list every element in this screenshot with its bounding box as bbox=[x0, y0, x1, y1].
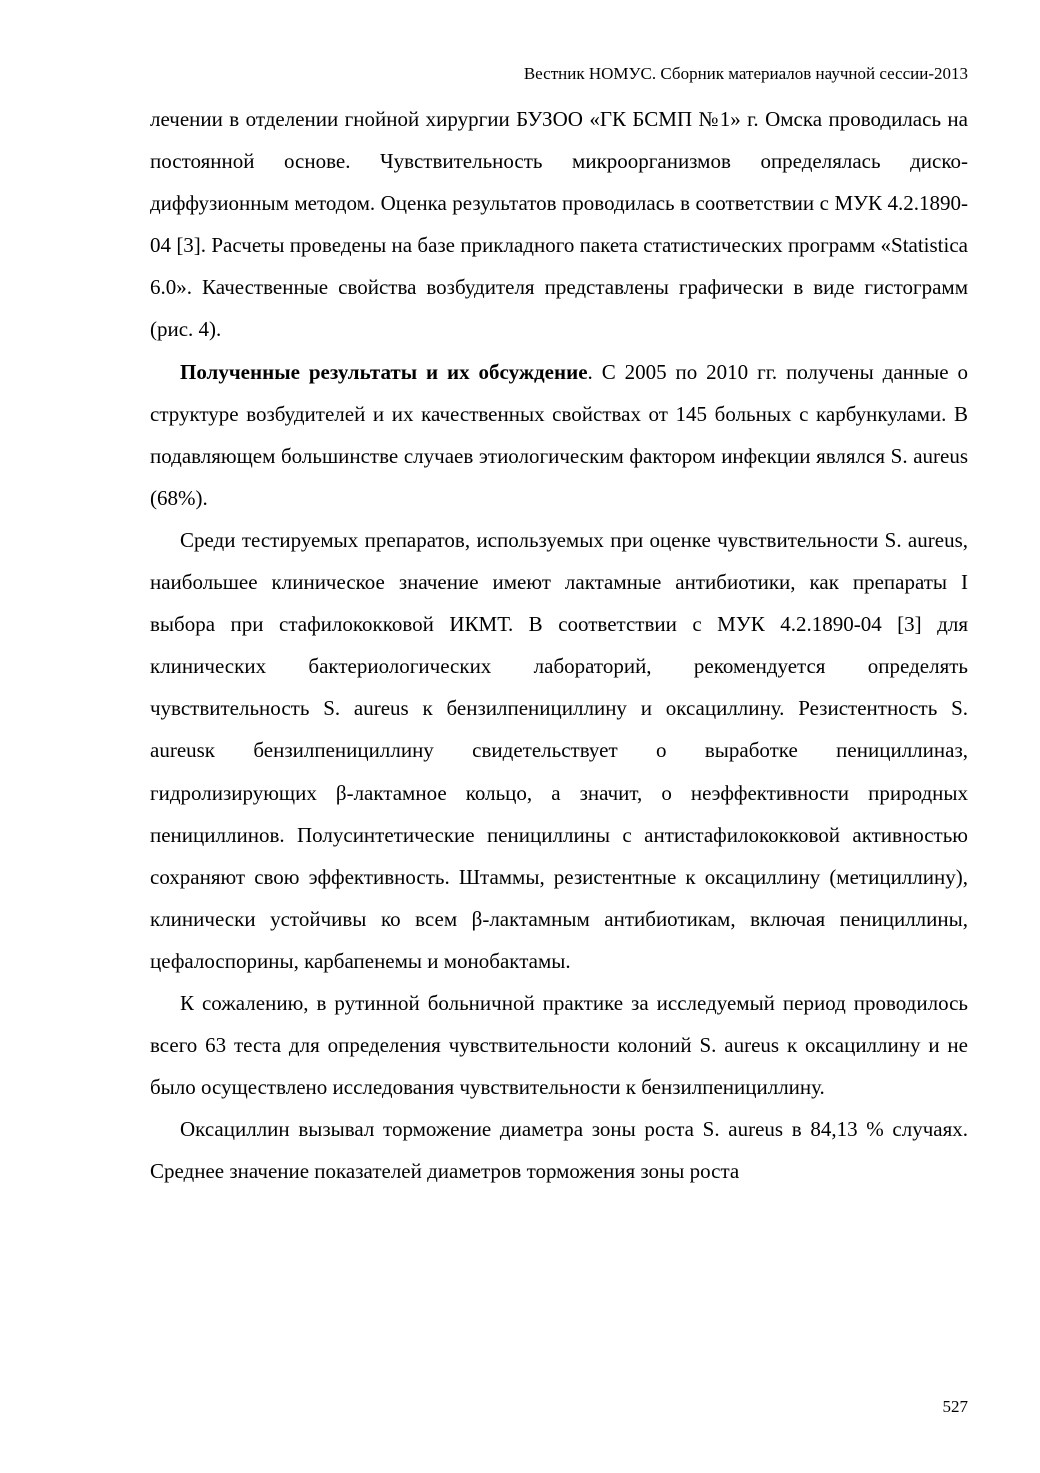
paragraph-oxacillin-results: Оксациллин вызывал торможение диаметра зоны роста S. aureus в 84,13 % случаях. Среднее значение показателей диаметров торможения зоны роста bbox=[150, 1117, 968, 1184]
page-number: 527 bbox=[942, 1397, 968, 1416]
article-body bbox=[150, 98, 968, 1192]
paragraph-antibiotic-sensitivity: Среди тестируемых препаратов, используемых при оценке чувствительности S. aureus, наибольшее клиническое значение имеют лактамные антибиотики, как препараты I выбора при стафилококковой ИКМТ. В соответствии с МУК 4.2.1890-04 [3] для клинических бактериологических лабораторий, рекомендуется определять чувствительность S. aureus к бензилпенициллину и оксациллину. Резистентность S. aureusк бензилпенициллину свидетельствует о выработке пенициллиназ, гидролизирующих β-лактамное кольцо, а значит, о неэффективности природных пенициллинов. Полусинтетические пенициллины с антистафилококковой активностью сохраняют свою эффективность. Штаммы, резистентные к оксациллину (метициллину), клинически устойчивы ко всем β-лактамным антибиотикам, включая пенициллины, цефалоспорины, карбапенемы и монобактамы. bbox=[150, 527, 968, 973]
paragraph-methods-continued: лечении в отделении гнойной хирургии БУЗОО «ГК БСМП №1» г. Омска проводилась на постоянной основе. Чувствительность микроорганизмов определялась диско-диффузионным методом. Оценка результатов проводилась в соответствии с МУК 4.2.1890-04 [3]. Расчеты проведены на базе прикладного пакета статистических программ «Statistica 6.0». Качественные свойства возбудителя представлены графически в виде гистограмм (рис. 4). bbox=[150, 107, 968, 342]
paragraph-results-intro bbox=[150, 351, 968, 519]
running-header: Вестник НОМУС. Сборник материалов научной сессии-2013 bbox=[523, 64, 968, 83]
section-heading-results: Полученные результаты и их обсуждение bbox=[180, 359, 588, 384]
paragraph-routine-practice: К сожалению, в рутинной больничной практике за исследуемый период проводилось всего 63 теста для определения чувствительности колоний S. aureus к оксациллину и не было осуществлено исследования чувствительности к бензилпенициллину. bbox=[150, 990, 968, 1100]
paragraph-results-text: . С 2005 по 2010 гг. получены данные о структуре возбудителей и их качественных свойствах от 145 больных с карбункулами. В подавляющем большинстве случаев этиологическим фактором инфекции являлся S. aureus (68%). bbox=[150, 359, 968, 510]
